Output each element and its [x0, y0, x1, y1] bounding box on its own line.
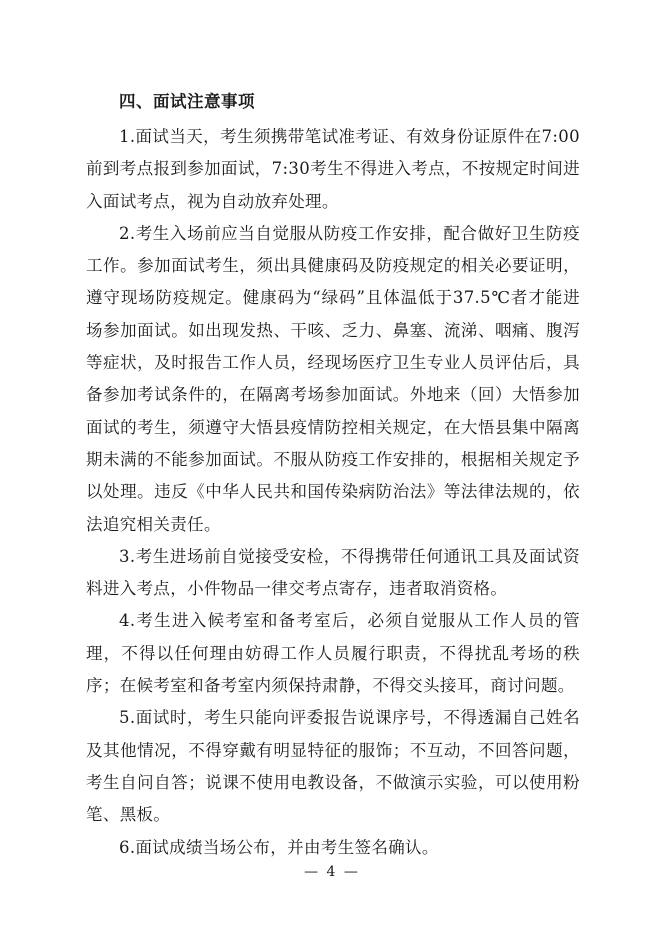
document-body: [86, 88, 580, 864]
paragraph-5: 5.面试时，考生只能向评委报告说课序号，不得透漏自己姓名及其他情况，不得穿戴有明显特征的服饰；不互动，不回答问题，考生自问自答；说课不使用电教设备，不做演示实验，可以使用粉笔、黑板。: [86, 708, 580, 825]
paragraph-6: 6.面试成绩当场公布，并由考生签名确认。: [119, 837, 439, 857]
page-number: — 4 —: [304, 864, 360, 880]
paragraph-3: 3.考生进场前自觉接受安检，不得携带任何通讯工具及面试资料进入考点，小件物品一律交考点寄存，违者取消资格。: [86, 546, 580, 599]
paragraph-1: 1.面试当天，考生须携带笔试准考证、有效身份证原件在7:00前到考点报到参加面试，7:30考生不得进入考点，不按规定时间进入面试考点，视为自动放弃处理。: [86, 127, 580, 211]
paragraph-2: 2.考生入场前应当自觉服从防疫工作安排，配合做好卫生防疫工作。参加面试考生，须出具健康码及防疫规定的相关必要证明，遵守现场防疫规定。健康码为“绿码”且体温低于37.5℃者才能进场参加面试。如出现发热、干咳、乏力、鼻塞、流涕、咽痛、腹泻等症状，及时报告工作人员，经现场医疗卫生专业人员评估后，具备参加考试条件的，在隔离考场参加面试。外地来（回）大悟参加面试的考生，须遵守大悟县疫情防控相关规定，在大悟县集中隔离期未满的不能参加面试。不服从防疫工作安排的，根据相关规定予以处理。违反《中华人民共和国传染病防治法》等法律法规的，依法追究相关责任。: [86, 223, 580, 534]
paragraph-4: 4.考生进入候考室和备考室后，必须自觉服从工作人员的管理，不得以任何理由妨碍工作人员履行职责，不得扰乱考场的秩序；在候考室和备考室内须保持肃静，不得交头接耳，商讨问题。: [86, 611, 580, 696]
section-heading: 四、面试注意事项: [119, 92, 255, 111]
